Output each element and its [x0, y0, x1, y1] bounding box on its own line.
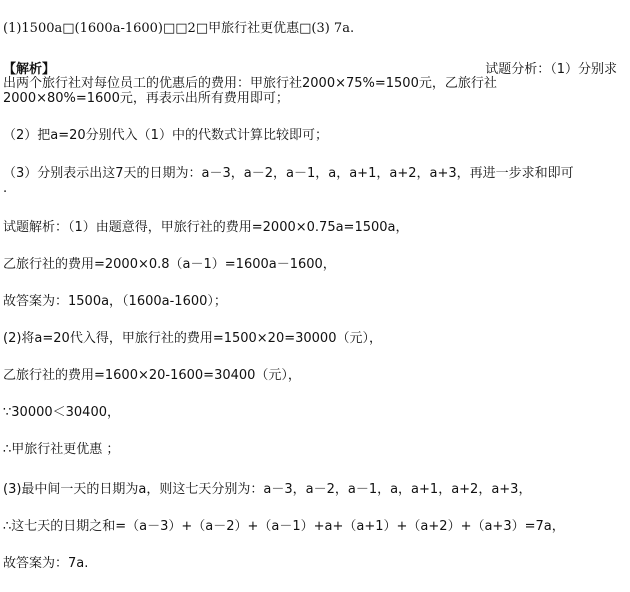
- solution-line-9: ∴这七天的日期之和=（a－3）+（a－2）+（a－1）+a+（a+1）+（a+2）+（a+3）=7a，: [3, 519, 565, 534]
- solution-line-10: 故答案为：7a.: [3, 556, 89, 571]
- solution-line-5: 乙旅行社的费用=1600×20-1600=30400（元），: [3, 368, 301, 383]
- solution-line-1: 试题解析：（1）由题意得，甲旅行社的费用=2000×0.75a=1500a，: [3, 220, 409, 235]
- answer-line: (1)1500a□(1600a-1600)□□2□甲旅行社更优惠□(3) 7a.: [3, 21, 355, 36]
- analysis-line-1: 出两个旅行社对每位员工的优惠后的费用：甲旅行社2000×75%=1500元，乙旅行社: [3, 76, 497, 91]
- analysis-line-4: （3）分别表示出这7天的日期为：a－3，a－2，a－1，a，a+1，a+2，a+3，再进一步求和即可: [3, 166, 574, 181]
- analysis-tag: 【解析】: [3, 62, 56, 77]
- solution-line-3: 故答案为：1500a，（1600a-1600）；: [3, 294, 227, 309]
- analysis-line-3: （2）把a=20分别代入（1）中的代数式计算比较即可；: [3, 128, 328, 143]
- solution-line-7: ∴甲旅行社更优惠 ；: [3, 442, 120, 457]
- solution-line-4: (2)将a=20代入得，甲旅行社的费用=1500×20=30000（元），: [3, 331, 382, 346]
- solution-line-8: (3)最中间一天的日期为a，则这七天分别为：a－3，a－2，a－1，a，a+1，a+2，a+3，: [3, 482, 532, 497]
- analysis-line-4-end: .: [3, 181, 8, 196]
- analysis-right-label: 试题分析：（1）分别求: [485, 62, 617, 77]
- solution-line-2: 乙旅行社的费用=2000×0.8（a－1）=1600a－1600，: [3, 257, 336, 272]
- analysis-line-2: 2000×80%=1600元，再表示出所有费用即可；: [3, 91, 289, 106]
- solution-line-6: ∵30000＜30400，: [3, 405, 120, 420]
